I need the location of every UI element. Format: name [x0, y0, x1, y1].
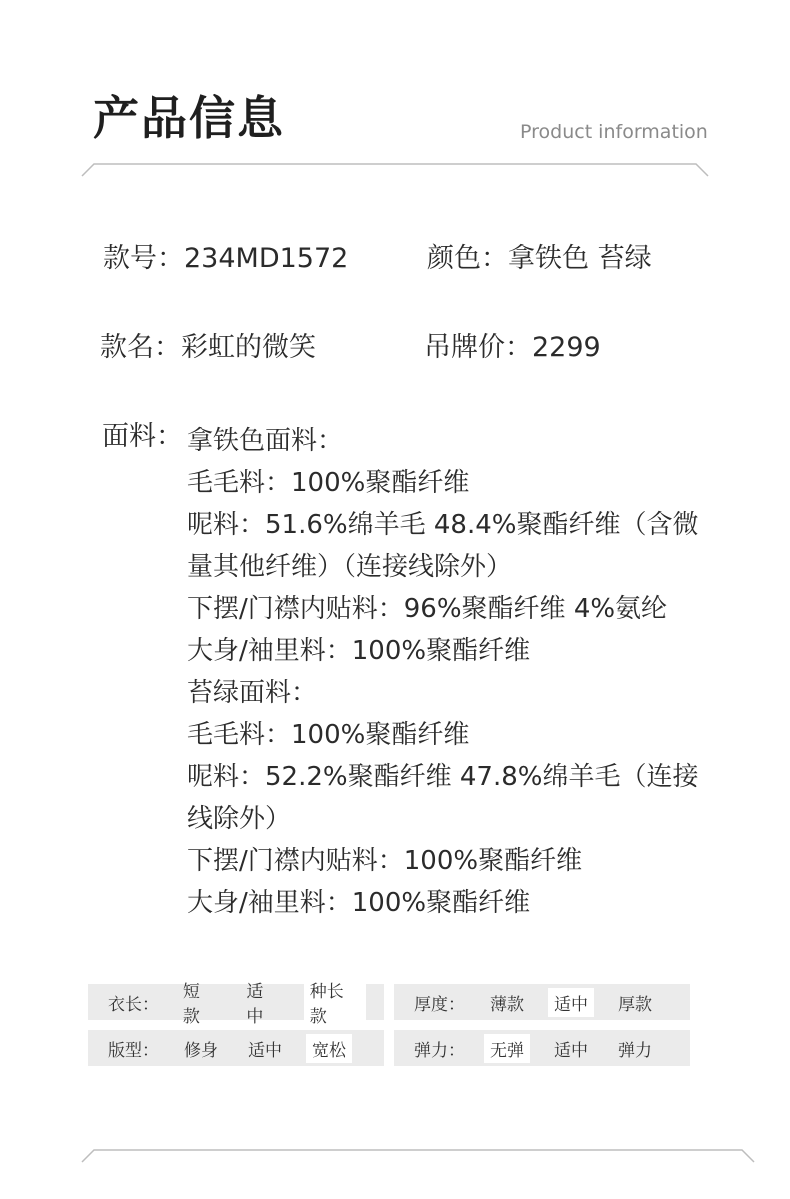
fabric-line: 下摆/门襟内贴料：100%聚酯纤维 [187, 846, 583, 876]
fabric-line: 量其他纤维）（连接线除外） [187, 552, 513, 582]
fit-option: 适中 [248, 1040, 282, 1061]
fabric-line: 大身/袖里料：100%聚酯纤维 [187, 636, 531, 666]
page-subtitle: Product information [520, 121, 708, 143]
fabric-line: 呢料：52.2%聚酯纤维 47.8%绵羊毛（连接 [187, 762, 699, 792]
size-attributes-table [88, 984, 692, 1076]
thickness-option: 厚款 [618, 994, 652, 1015]
size-row [88, 982, 692, 1027]
fabric-details [187, 420, 747, 924]
length-group [88, 982, 384, 1027]
length-option: 适中 [246, 982, 264, 1027]
thickness-option: 薄款 [490, 994, 524, 1015]
thickness-label: 厚度： [414, 994, 465, 1015]
length-option: 短款 [182, 982, 200, 1027]
fabric-line: 呢料：51.6%绵羊毛 48.4%聚酯纤维（含微 [187, 510, 699, 540]
thickness-group [394, 984, 690, 1020]
page-title: 产品信息 [93, 91, 285, 145]
color-info: 颜色：拿铁色 苔绿 [427, 243, 652, 274]
fabric-line: 拿铁色面料： [187, 426, 344, 456]
size-row [88, 1030, 692, 1066]
fabric-line: 毛毛料：100%聚酯纤维 [187, 468, 470, 498]
fit-option: 修身 [184, 1040, 218, 1061]
fabric-line: 下摆/门襟内贴料：96%聚酯纤维 4%氨纶 [187, 594, 668, 624]
elasticity-label: 弹力： [414, 1040, 465, 1061]
elasticity-group [394, 1030, 690, 1066]
elasticity-option: 弹力 [618, 1040, 652, 1061]
tag-price: 吊牌价：2299 [424, 332, 601, 363]
fit-label: 版型： [108, 1040, 159, 1061]
elasticity-option: 适中 [554, 1040, 588, 1061]
style-number: 款号：234MD1572 [103, 243, 349, 274]
fabric-label: 面料： [102, 421, 183, 452]
length-option: 种长款 [304, 975, 366, 1029]
elasticity-option: 无弹 [484, 1034, 530, 1063]
fabric-line: 毛毛料：100%聚酯纤维 [187, 720, 470, 750]
fabric-line: 大身/袖里料：100%聚酯纤维 [187, 888, 531, 918]
fabric-line: 苔绿面料： [187, 678, 318, 708]
length-label: 衣长： [108, 994, 159, 1015]
fabric-line: 线除外） [187, 804, 292, 834]
thickness-option: 适中 [548, 988, 594, 1017]
top-divider [0, 0, 790, 190]
fit-option: 宽松 [306, 1034, 352, 1063]
style-name: 款名：彩虹的微笑 [100, 332, 316, 363]
fit-group [88, 1030, 384, 1066]
